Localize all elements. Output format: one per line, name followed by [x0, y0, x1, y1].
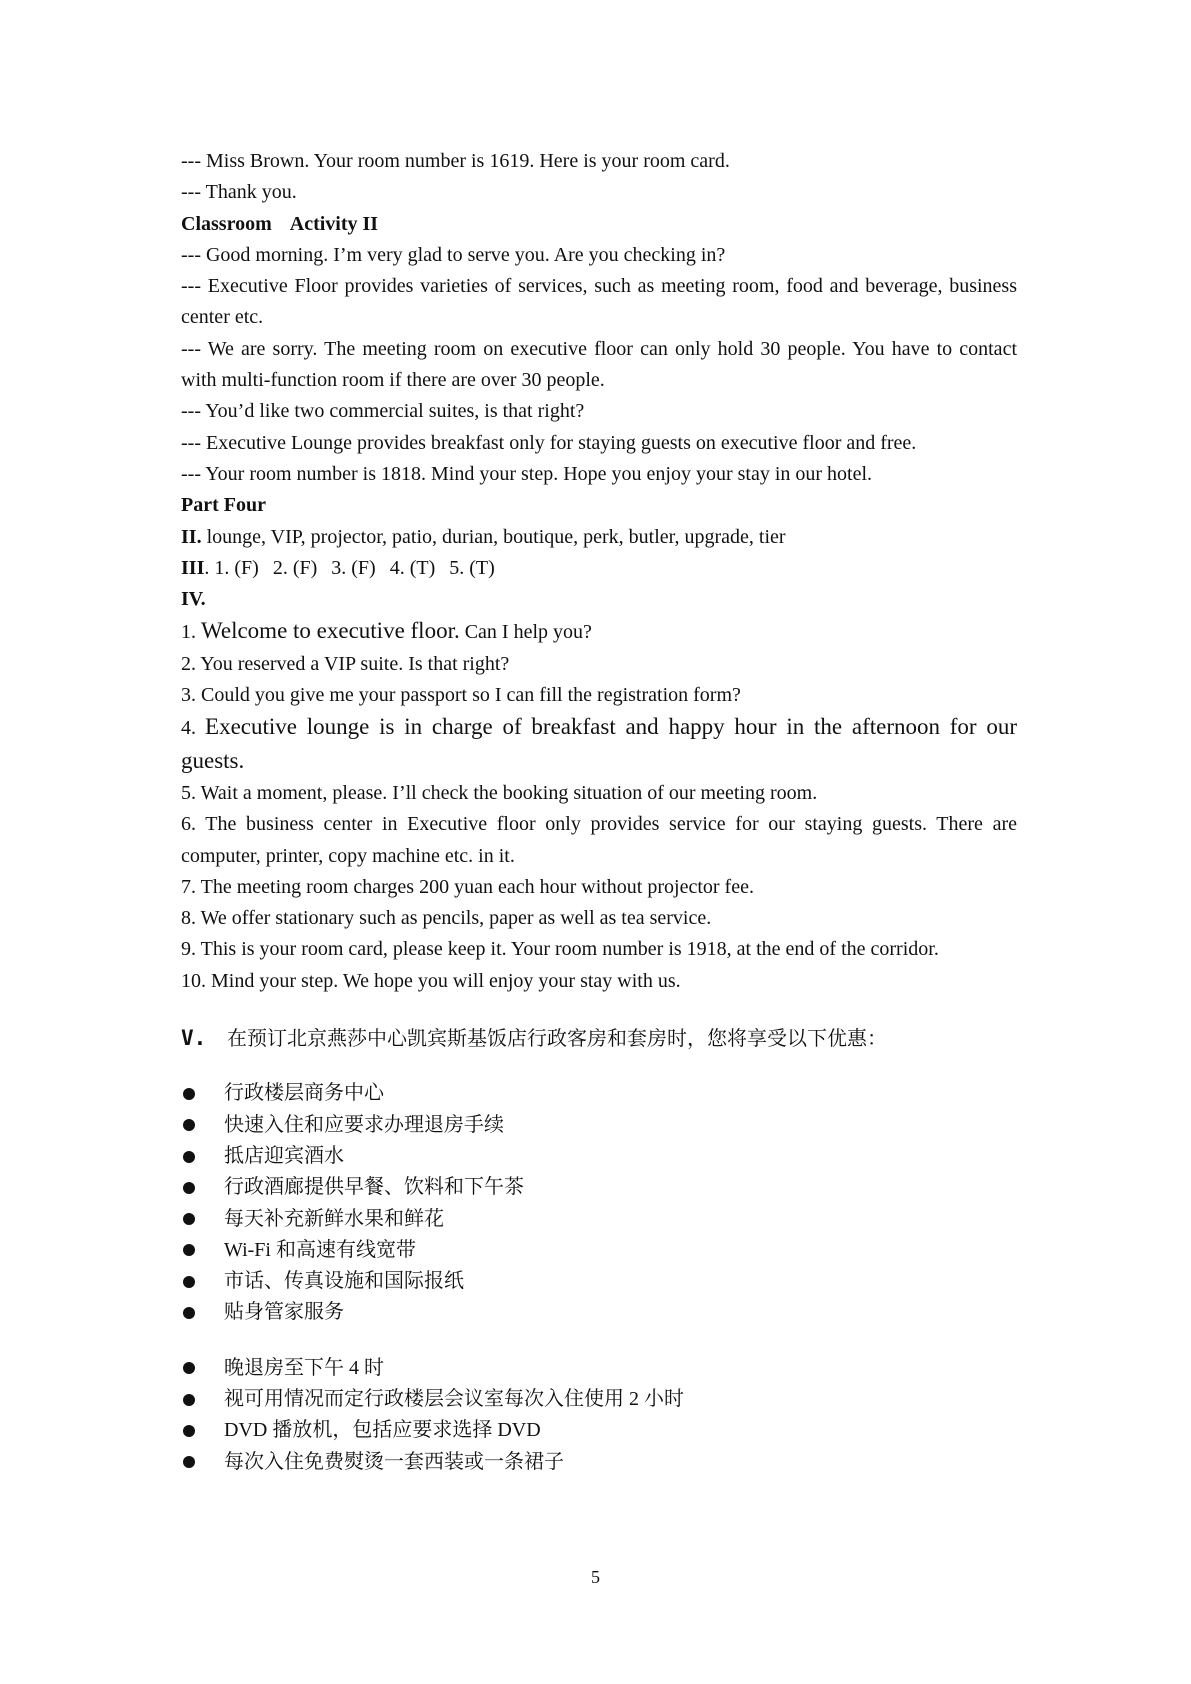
list-item-text: 市话、传真设施和国际报纸: [224, 1270, 464, 1293]
dialogue-line: --- Your room number is 1818. Mind your step. Hope you enjoy your stay in our hotel.: [181, 462, 873, 485]
benefits-list-extra: [181, 1353, 1017, 1478]
bullet-icon: [183, 1151, 195, 1163]
translation-item: 3. Could you give me your passport so I can fill the registration form?: [181, 684, 741, 707]
list-item: [181, 1204, 1017, 1235]
bullet-icon: [183, 1394, 195, 1406]
item-large-text: Executive lounge is in charge of breakfast and happy hour in the afternoon for our guests.: [181, 714, 1017, 773]
dialogue-line: --- Executive Floor provides varieties of services, such as meeting room, food and beverage, business center etc.: [181, 275, 1017, 329]
classroom-heading-part2: Activity II: [289, 212, 379, 235]
answer-item: 2. (F): [272, 556, 318, 579]
section-iii-answers: [181, 553, 1017, 584]
list-item-text: DVD 播放机，包括应要求选择 DVD: [224, 1419, 541, 1442]
list-item: [181, 1141, 1017, 1172]
bullet-icon: [183, 1213, 195, 1225]
translation-item: 7. The meeting room charges 200 yuan each hour without projector fee.: [181, 875, 754, 898]
list-item-text: 行政楼层商务中心: [224, 1082, 384, 1105]
translation-item: 8. We offer stationary such as pencils, paper as well as tea service.: [181, 907, 712, 930]
list-item-text: 行政酒廊提供早餐、饮料和下午茶: [224, 1176, 524, 1199]
dialogue-line: --- Executive Lounge provides breakfast only for staying guests on executive floor and free.: [181, 431, 917, 454]
list-item-text: Wi-Fi 和高速有线宽带: [224, 1238, 416, 1261]
item-large-text: Welcome to executive floor.: [201, 618, 460, 644]
answer-item: . 1. (F): [204, 556, 259, 579]
translation-item: 5. Wait a moment, please. I’ll check the booking situation of our meeting room.: [181, 781, 818, 804]
answer-item: 5. (T): [449, 556, 495, 579]
section-iii-label: III: [181, 556, 205, 579]
item-text: Can I help you?: [459, 621, 592, 644]
list-item-text: 贴身管家服务: [224, 1301, 344, 1324]
bullet-icon: [183, 1088, 195, 1100]
section-v-label: V.: [181, 1026, 207, 1051]
list-item: [181, 1078, 1017, 1109]
bullet-icon: [183, 1307, 195, 1319]
translation-item: [181, 711, 1017, 778]
dialogue-line: --- You’d like two commercial suites, is that right?: [181, 400, 585, 423]
list-item: [181, 1266, 1017, 1297]
translation-item: 10. Mind your step. We hope you will enjoy your stay with us.: [181, 969, 681, 992]
classroom-heading-part1: Classroom: [181, 212, 272, 235]
list-item-text: 晚退房至下午 4 时: [224, 1356, 384, 1379]
section-iv-label: IV.: [181, 588, 206, 611]
list-item: [181, 1172, 1017, 1203]
dialogue-line: --- Good morning. I’m very glad to serve you. Are you checking in?: [181, 243, 726, 266]
section-v-intro-text: 在预订北京燕莎中心凯宾斯基饭店行政客房和套房时，您将享受以下优惠：: [227, 1028, 887, 1051]
list-item-text: 每天补充新鲜水果和鲜花: [224, 1207, 444, 1230]
translation-item: 6. The business center in Executive floor only provides service for our staying guests. There are computer, printer, copy machine etc. in it.: [181, 813, 1017, 867]
list-item-text: 视可用情况而定行政楼层会议室每次入住使用 2 小时: [224, 1387, 684, 1410]
list-item: [181, 1353, 1017, 1384]
list-item-text: 抵店迎宾酒水: [224, 1144, 344, 1167]
bullet-icon: [183, 1276, 195, 1288]
section-ii-text: lounge, VIP, projector, patio, durian, boutique, perk, butler, upgrade, tier: [201, 525, 786, 548]
list-item-text: 快速入住和应要求办理退房手续: [224, 1113, 504, 1136]
translation-item: [181, 615, 1017, 648]
list-item: [181, 1235, 1017, 1266]
bullet-icon: [183, 1244, 195, 1256]
list-item: [181, 1297, 1017, 1328]
dialogue-line: --- Thank you.: [181, 181, 297, 204]
list-item-text: 每次入住免费熨烫一套西装或一条裙子: [224, 1450, 564, 1473]
dialogue-line: --- Miss Brown. Your room number is 1619. Here is your room card.: [181, 150, 730, 172]
item-prefix: 1.: [181, 621, 201, 644]
classroom-activity-heading: [181, 209, 1017, 240]
section-ii-label: II.: [181, 525, 202, 548]
part-four-heading: Part Four: [181, 494, 266, 517]
section-ii-vocabulary: [181, 522, 1017, 553]
list-item: [181, 1447, 1017, 1478]
list-item: [181, 1415, 1017, 1446]
bullet-icon: [183, 1362, 195, 1374]
bullet-icon: [183, 1456, 195, 1468]
list-item: [181, 1384, 1017, 1415]
answer-item: 4. (T): [389, 556, 436, 579]
item-prefix: 4.: [181, 717, 206, 740]
bullet-icon: [183, 1425, 195, 1437]
benefits-list: [181, 1078, 1017, 1328]
section-v-intro: [181, 1023, 1017, 1055]
answer-item: 3. (F): [331, 556, 376, 579]
page-content: [181, 146, 1017, 1478]
dialogue-line: --- We are sorry. The meeting room on executive floor can only hold 30 people. You have to contact with multi-function room if there are over 30 people.: [181, 337, 1017, 392]
bullet-icon: [183, 1119, 195, 1131]
page-number: 5: [591, 1567, 600, 1587]
bullet-icon: [183, 1182, 195, 1194]
translation-item: 2. You reserved a VIP suite. Is that right?: [181, 652, 510, 675]
list-item: [181, 1110, 1017, 1141]
translation-item: 9. This is your room card, please keep it. Your room number is 1918, at the end of the corridor.: [181, 938, 939, 961]
